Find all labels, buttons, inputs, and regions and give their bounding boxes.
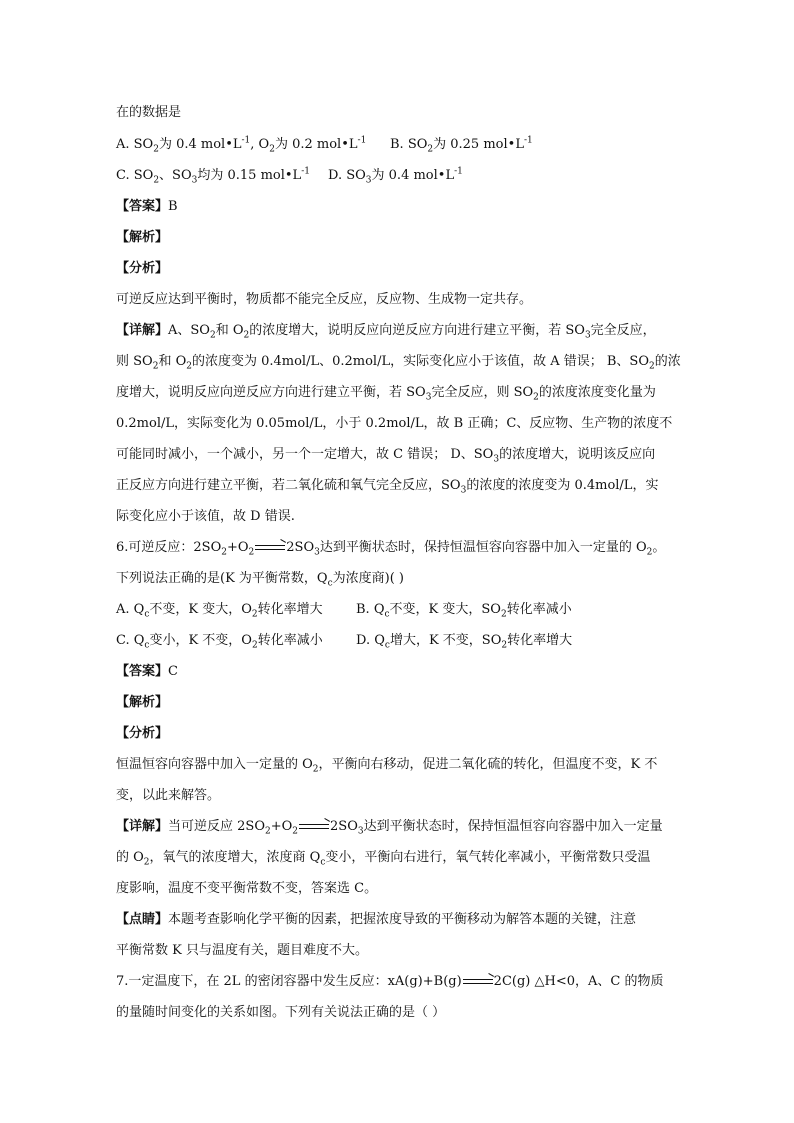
q5-answer: 【答案】B <box>116 199 178 214</box>
q5-detail-line-1: 【详解】A、$SO_2$和 $O_2$的浓度增大，说明反应向逆反应方向进行建立平衡，若 $SO_3$完全反应， <box>116 323 656 341</box>
q6-option-d: D. $Q_c$增大，K 不变，$SO_2$转化率增大 <box>356 633 573 651</box>
q5-option-b: B. $SO_2$为 0.25 $mol•L^{-1}$ <box>390 135 533 155</box>
q6-option-a: A. $Q_c$不变，K 变大，$O_2$转化率增大 <box>116 602 323 620</box>
q5-detail-line-4: 0.2mol/L，实际变化为 0.05mol/L，小于 0.2mol/L，故 B 正确；C、反应物、生产物的浓度不 <box>116 416 673 431</box>
q6-fenxi-line-1: 恒温恒容向容器中加入一定量的 $O_2$，平衡向右移动，促进二氧化硫的转化，但温度不变，K 不 <box>116 757 658 775</box>
q6-detail-line-2: 的 $O_2$，氧气的浓度增大，浓度商 $Q_c$变小，平衡向右进行，氧气转化率减小，平衡常数只受温 <box>116 850 651 868</box>
q5-jiexi-heading: 【解析】 <box>116 230 169 245</box>
q6-option-b: B. $Q_c$不变，K 变大，$SO_2$转化率减小 <box>356 602 572 620</box>
q5-stem-tail: 在的数据是 <box>116 105 182 120</box>
q5-detail-line-2: 则 $SO_2$和 $O_2$的浓度变为 0.4mol/L、0.2mol/L，实际变化应小于该值，故 A 错误； B、$SO_2$的浓 <box>116 354 681 372</box>
q6-stem-line-1: 6.可逆反应：$2SO_2+O_2$ $2SO_3$达到平衡状态时，保持恒温恒容向容器中加入一定量的 $O_2$。 <box>116 540 666 558</box>
q6-jiexi-heading: 【解析】 <box>116 695 169 710</box>
q5-option-d: D. $SO_3$为 0.4 $mol•L^{-1}$ <box>328 166 463 186</box>
q7-stem-line-2: 的量随时间变化的关系如图。下列有关说法正确的是（ ） <box>116 1005 446 1020</box>
q5-option-c: C. $SO_2$、$SO_3$均为 0.15 $mol•L^{-1}$ <box>116 166 310 186</box>
q5-fenxi-heading: 【分析】 <box>116 261 169 276</box>
equilibrium-arrow-icon <box>255 544 285 552</box>
q6-answer: 【答案】C <box>116 664 178 679</box>
q6-dianjing-line-1: 【点睛】本题考查影响化学平衡的因素，把握浓度导致的平衡移动为解答本题的关键，注意 <box>116 912 637 927</box>
q6-fenxi-line-2: 变，以此来解答。 <box>116 788 221 803</box>
q5-fenxi-text: 可逆反应达到平衡时，物质都不能完全反应，反应物、生成物一定共存。 <box>116 292 533 307</box>
q5-detail-line-5: 可能同时减小，一个减小，另一个一定增大，故 C 错误； D、$SO_3$的浓度增大，说明该反应向 <box>116 447 656 465</box>
equilibrium-arrow-icon <box>299 823 329 831</box>
q6-stem-line-2: 下列说法正确的是(K 为平衡常数，$Q_c$为浓度商)( ) <box>116 571 404 589</box>
q6-option-c: C. $Q_c$变小，K 不变，$O_2$转化率减小 <box>116 633 323 651</box>
q7-stem-line-1: 7.一定温度下，在 2L 的密闭容器中发生反应：xA(g)+B(g) 2C(g) △H<0，A、C 的物质 <box>116 974 664 989</box>
q5-detail-line-3: 度增大，说明反应向逆反应方向进行建立平衡，若 $SO_3$完全反应，则 $SO_2$的浓度浓度变化量为 <box>116 385 656 403</box>
q5-detail-line-7: 际变化应小于该值，故 D 错误. <box>116 509 295 524</box>
q6-detail-line-3: 度影响，温度不变平衡常数不变，答案选 C。 <box>116 881 378 896</box>
q6-detail-line-1: 【详解】当可逆反应 $2SO_2+O_2$ $2SO_3$达到平衡状态时，保持恒温恒容向容器中加入一定量 <box>116 819 663 837</box>
q5-detail-line-6: 正反应方向进行建立平衡，若二氧化硫和氧气完全反应，$SO_3$的浓度的浓度变为 0.4mol/L，实 <box>116 478 659 496</box>
q5-option-a: A. $SO_2$为 0.4 $mol•L^{-1}$, $O_2$为 0.2 $mol•L^{-1}$ <box>116 135 367 155</box>
q6-fenxi-heading: 【分析】 <box>116 726 169 741</box>
equilibrium-arrow-icon <box>463 978 493 986</box>
q6-dianjing-line-2: 平衡常数 K 只与温度有关，题目难度不大。 <box>116 943 368 958</box>
